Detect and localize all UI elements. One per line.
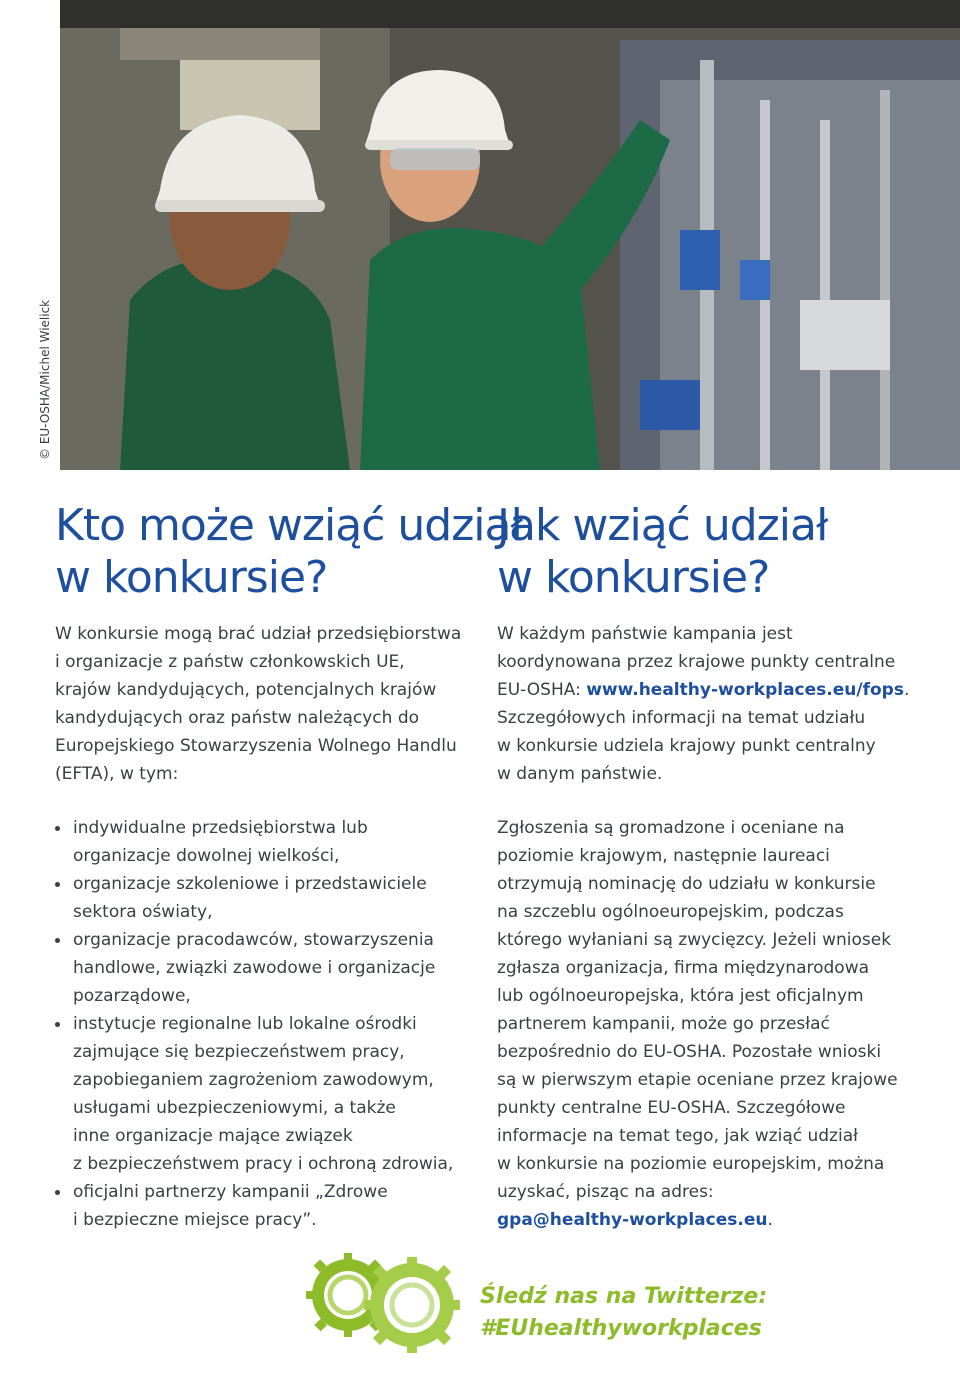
- eligibility-list: [55, 814, 475, 1234]
- paragraph-line: na szczeblu ogólnoeuropejskim, podczas: [497, 902, 844, 922]
- list-item: [55, 1178, 475, 1234]
- bullet-icon: [55, 826, 60, 831]
- left-heading-line-1: Kto może wziąć udział: [55, 500, 522, 551]
- paragraph-line: w konkursie na poziomie europejskim, można: [497, 1154, 885, 1174]
- paragraph-line: [497, 1206, 917, 1234]
- intro-line: krajów kandydujących, potencjalnych krajów: [55, 680, 437, 700]
- list-item-line: handlowe, związki zawodowe i organizacje: [73, 958, 436, 978]
- workers-photo: [60, 0, 960, 470]
- list-item-line: instytucje regionalne lub lokalne ośrodki: [73, 1014, 417, 1034]
- paragraph-line: otrzymują nominację do udziału w konkursie: [497, 874, 876, 894]
- paragraph-line: są w pierwszym etapie oceniane przez krajowe: [497, 1070, 898, 1090]
- paragraph-line: w konkursie udziela krajowy punkt centralny: [497, 736, 876, 756]
- list-item-line: usługami ubezpieczeniowymi, a także: [73, 1098, 396, 1118]
- paragraph-line: Szczegółowych informacji na temat udziału: [497, 708, 866, 728]
- list-item-line: zapobieganiem zagrożeniom zawodowym,: [73, 1070, 434, 1090]
- photo-credit: © EU-OSHA/Michel Wielick: [38, 299, 52, 460]
- right-heading-line-2: w konkursie?: [497, 552, 770, 603]
- paragraph-line: w danym państwie.: [497, 764, 663, 784]
- twitter-callout: [480, 1281, 920, 1345]
- list-item-line: zajmujące się bezpieczeństwem pracy,: [73, 1042, 405, 1062]
- paragraph-line: koordynowana przez krajowe punkty centralne: [497, 652, 896, 672]
- paragraph-line: W każdym państwie kampania jest: [497, 624, 793, 644]
- email-suffix: .: [767, 1210, 773, 1230]
- list-item: [55, 1010, 475, 1178]
- twitter-line: Śledź nas na Twitterze:: [480, 1284, 768, 1309]
- gears-icon: [300, 1245, 470, 1371]
- list-item-line: organizacje dowolnej wielkości,: [73, 846, 340, 866]
- fops-suffix: .: [903, 680, 910, 700]
- paragraph-line: punkty centralne EU-OSHA. Szczegółowe: [497, 1098, 846, 1118]
- list-item-line: indywidualne przedsiębiorstwa lub: [73, 818, 368, 838]
- paragraph-line: Zgłoszenia są gromadzone i oceniane na: [497, 818, 845, 838]
- paragraph-line: poziomie krajowym, następnie laureaci: [497, 846, 830, 866]
- list-item: [55, 870, 475, 926]
- list-item-line: pozarządowe,: [73, 986, 191, 1006]
- list-item-line: organizacje pracodawców, stowarzyszenia: [73, 930, 434, 950]
- list-item-line: oficjalni partnerzy kampanii „Zdrowe: [73, 1182, 388, 1202]
- email-link[interactable]: gpa@healthy-workplaces.eu: [497, 1210, 768, 1230]
- list-item-line: sektora oświaty,: [73, 902, 213, 922]
- intro-line: i organizacje z państw członkowskich UE,: [55, 652, 405, 672]
- bullet-icon: [55, 938, 60, 943]
- eligibility-intro: [55, 620, 475, 788]
- paragraph-line: którego wyłaniani są zwycięzcy. Jeżeli wniosek: [497, 930, 892, 950]
- paragraph-line: [497, 676, 917, 704]
- left-heading-line-2: w konkursie?: [55, 552, 328, 603]
- left-heading: [55, 500, 522, 604]
- list-item-line: organizacje szkoleniowe i przedstawiciele: [73, 874, 427, 894]
- photo-illustration: [60, 0, 960, 470]
- bullet-icon: [55, 882, 60, 887]
- paragraph-line: lub ogólnoeuropejska, która jest oficjalnym: [497, 986, 864, 1006]
- bullet-icon: [55, 1022, 60, 1027]
- fops-prefix: EU-OSHA:: [497, 680, 587, 700]
- submission-paragraph: [497, 814, 917, 1234]
- paragraph-line: bezpośrednio do EU-OSHA. Pozostałe wnioski: [497, 1042, 882, 1062]
- intro-line: Europejskiego Stowarzyszenia Wolnego Handlu: [55, 736, 457, 756]
- paragraph-line: zgłasza organizacja, firma międzynarodowa: [497, 958, 870, 978]
- paragraph-line: partnerem kampanii, może go przesłać: [497, 1014, 830, 1034]
- twitter-hashtag[interactable]: #EUhealthyworkplaces: [480, 1316, 762, 1341]
- list-item: [55, 926, 475, 1010]
- list-item-line: i bezpieczne miejsce pracy”.: [73, 1210, 317, 1230]
- gears-logo: [300, 1245, 470, 1371]
- intro-line: (EFTA), w tym:: [55, 764, 179, 784]
- right-heading: [497, 500, 917, 604]
- bullet-icon: [55, 1190, 60, 1195]
- intro-line: W konkursie mogą brać udział przedsiębiorstwa: [55, 624, 462, 644]
- list-item: [55, 814, 475, 870]
- participation-paragraph: [497, 620, 917, 788]
- right-heading-line-1: Jak wziąć udział: [497, 500, 828, 551]
- paragraph-line: informacje na temat tego, jak wziąć udział: [497, 1126, 858, 1146]
- list-item-line: z bezpieczeństwem pracy i ochroną zdrowia,: [73, 1154, 454, 1174]
- intro-line: kandydujących oraz państw należących do: [55, 708, 420, 728]
- fops-link[interactable]: www.healthy-workplaces.eu/fops: [586, 680, 904, 700]
- paragraph-line: uzyskać, pisząc na adres:: [497, 1182, 714, 1202]
- list-item-line: inne organizacje mające związek: [73, 1126, 353, 1146]
